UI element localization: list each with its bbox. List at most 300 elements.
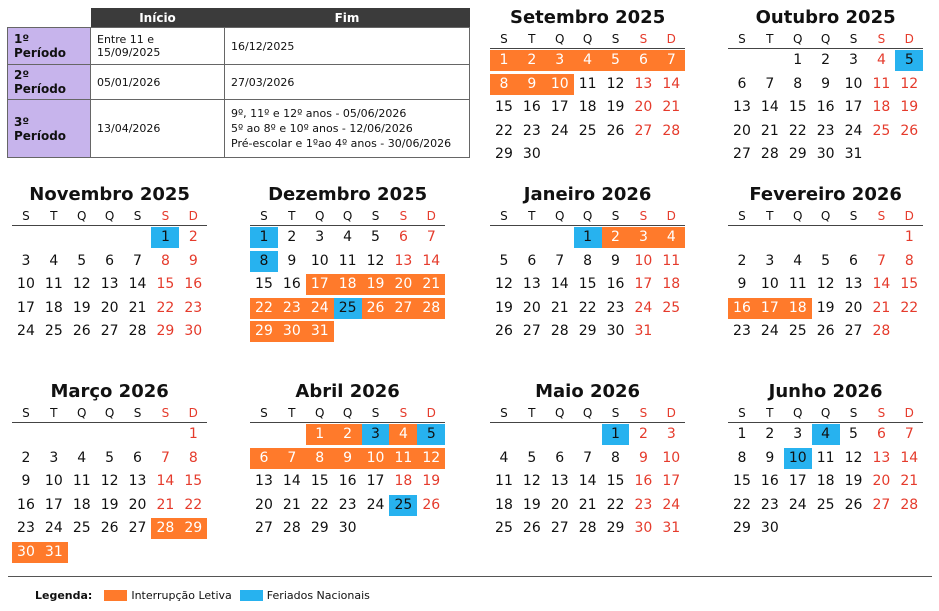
weekday-label: Q xyxy=(315,406,325,420)
day-cell: 21 xyxy=(156,496,175,513)
weekday-label: S xyxy=(133,406,142,420)
weekday-label: S xyxy=(877,406,886,420)
day-cell: 3 xyxy=(49,449,59,466)
day-cell: 7 xyxy=(426,229,436,245)
weekday-header xyxy=(250,207,445,226)
weekday-label: T xyxy=(766,209,774,223)
day-cell: 16 xyxy=(17,496,35,513)
weekday-label: D xyxy=(904,406,914,420)
day-cell: 12 xyxy=(366,252,385,269)
day-cell: 3 xyxy=(793,426,803,442)
day-cell: 10 xyxy=(546,74,574,95)
empty-day-cell xyxy=(756,50,784,71)
day-cell: 11 xyxy=(816,449,835,466)
day-cell: 15 xyxy=(788,99,807,115)
day-cell: 29 xyxy=(250,321,278,342)
periods-table xyxy=(7,8,470,158)
day-cell: 11 xyxy=(662,252,681,269)
day-cell: 5 xyxy=(821,252,831,269)
day-cell: 4 xyxy=(343,229,353,245)
day-cell: 16 xyxy=(184,276,203,292)
weekday-label: S xyxy=(611,32,620,46)
empty-day-cell xyxy=(389,321,417,342)
day-cell: 25 xyxy=(872,122,891,139)
day-cell: 17 xyxy=(756,298,784,319)
day-cell: 9 xyxy=(765,449,775,466)
week-row xyxy=(12,494,207,518)
week-row xyxy=(728,49,923,73)
day-cell: 31 xyxy=(40,542,68,563)
day-cell: 23 xyxy=(522,122,541,139)
weekday-label: D xyxy=(904,32,914,46)
weekday-label: S xyxy=(399,209,408,223)
day-cell: 8 xyxy=(188,449,198,466)
day-cell: 23 xyxy=(760,496,779,513)
empty-day-cell xyxy=(278,424,306,445)
weekday-label: D xyxy=(904,209,914,223)
legend xyxy=(35,589,378,602)
weekday-label: S xyxy=(639,209,648,223)
day-cell: 26 xyxy=(522,520,541,536)
day-cell: 8 xyxy=(904,252,914,269)
day-cell: 20 xyxy=(255,496,273,513)
day-cell: 13 xyxy=(634,75,653,92)
weekday-label: S xyxy=(738,32,746,46)
day-cell: 20 xyxy=(844,299,863,316)
day-cell: 2 xyxy=(21,449,31,466)
day-cell: 31 xyxy=(634,323,653,339)
day-cell: 3 xyxy=(765,252,775,269)
empty-day-cell xyxy=(602,144,630,165)
empty-day-cell xyxy=(490,424,518,445)
day-cell: 19 xyxy=(100,496,119,513)
day-cell: 30 xyxy=(760,520,779,536)
week-row xyxy=(728,120,923,144)
day-cell: 21 xyxy=(900,473,919,489)
weekday-label: S xyxy=(260,209,268,223)
empty-day-cell xyxy=(68,227,96,248)
empty-day-cell xyxy=(518,227,546,248)
empty-day-cell xyxy=(812,227,840,248)
day-cell: 15 xyxy=(184,473,203,489)
week-row xyxy=(490,494,685,518)
day-cell: 20 xyxy=(100,299,119,316)
day-cell: 23 xyxy=(338,496,357,513)
day-cell: 19 xyxy=(422,473,441,489)
month-title: Fevereiro 2026 xyxy=(749,184,902,205)
weekday-label: S xyxy=(611,406,620,420)
day-cell: 12 xyxy=(606,75,625,92)
day-cell: 18 xyxy=(394,473,413,489)
weekday-label: Q xyxy=(820,406,831,420)
day-cell: 7 xyxy=(583,449,593,466)
period-name: 1º Período xyxy=(8,28,91,65)
weekday-label: S xyxy=(133,209,142,223)
weekday-label: Q xyxy=(582,406,593,420)
empty-day-cell xyxy=(867,144,895,165)
day-cell: 10 xyxy=(844,75,863,92)
day-cell: 21 xyxy=(550,299,569,316)
day-cell: 16 xyxy=(338,473,357,489)
day-cell: 5 xyxy=(105,449,115,466)
week-row xyxy=(490,470,685,494)
day-cell: 16 xyxy=(282,276,301,292)
day-cell: 12 xyxy=(900,75,919,92)
day-cell: 12 xyxy=(816,276,835,292)
day-cell: 6 xyxy=(876,426,886,442)
empty-day-cell xyxy=(96,424,124,445)
month-outubro-2025 xyxy=(728,6,923,167)
weekday-label: S xyxy=(738,406,746,420)
week-row xyxy=(250,423,445,447)
empty-day-cell xyxy=(657,321,685,342)
day-cell: 25 xyxy=(578,122,597,139)
day-cell: 24 xyxy=(634,299,653,316)
day-cell: 9 xyxy=(334,448,362,469)
day-cell: 6 xyxy=(849,252,858,269)
weekday-label: S xyxy=(849,406,858,420)
week-row xyxy=(728,250,923,274)
day-cell: 13 xyxy=(394,252,413,269)
empty-day-cell xyxy=(124,227,152,248)
empty-day-cell xyxy=(812,518,840,539)
day-cell: 26 xyxy=(816,323,835,339)
day-cell: 10 xyxy=(634,252,653,269)
day-cell: 30 xyxy=(12,542,40,563)
week-row xyxy=(490,447,685,471)
weekday-label: S xyxy=(371,209,380,223)
day-cell: 10 xyxy=(760,276,779,292)
day-cell: 25 xyxy=(788,323,807,339)
month-title: Novembro 2025 xyxy=(29,184,190,205)
day-cell: 19 xyxy=(522,496,541,513)
day-cell: 7 xyxy=(555,252,565,269)
week-row xyxy=(728,447,923,471)
day-cell: 14 xyxy=(662,75,681,92)
day-cell: 14 xyxy=(422,252,441,269)
day-cell: 9 xyxy=(737,276,747,292)
week-row xyxy=(490,250,685,274)
day-cell: 12 xyxy=(417,448,445,469)
day-cell: 12 xyxy=(522,473,541,489)
week-row xyxy=(12,517,207,541)
empty-day-cell xyxy=(546,424,574,445)
empty-day-cell xyxy=(840,227,868,248)
day-cell: 1 xyxy=(490,50,518,71)
week-row xyxy=(728,494,923,518)
day-cell: 27 xyxy=(100,323,119,339)
day-cell: 29 xyxy=(156,323,175,339)
day-cell: 17 xyxy=(844,99,863,115)
day-cell: 24 xyxy=(760,323,779,339)
weekday-label: Q xyxy=(342,209,353,223)
legend-divider xyxy=(8,576,932,577)
day-cell: 19 xyxy=(362,274,390,295)
month-novembro-2025 xyxy=(12,183,207,344)
day-cell: 22 xyxy=(156,299,175,316)
empty-day-cell xyxy=(179,542,207,563)
day-cell: 21 xyxy=(417,274,445,295)
month-fevereiro-2026 xyxy=(728,183,923,344)
day-cell: 17 xyxy=(662,473,681,489)
empty-day-cell xyxy=(334,321,362,342)
weekday-label: S xyxy=(877,209,886,223)
weekday-label: Q xyxy=(820,209,831,223)
weekday-label: S xyxy=(500,406,508,420)
day-cell: 19 xyxy=(495,299,513,316)
day-cell: 17 xyxy=(366,473,385,489)
empty-day-cell xyxy=(151,424,179,445)
weekday-label: T xyxy=(766,32,774,46)
day-cell: 18 xyxy=(784,298,812,319)
week-row xyxy=(728,320,923,344)
day-cell: 25 xyxy=(495,520,513,536)
weekday-header xyxy=(490,404,685,423)
week-row xyxy=(250,226,445,250)
weekday-label: T xyxy=(288,209,296,223)
month-setembro-2025 xyxy=(490,6,685,167)
day-cell: 12 xyxy=(495,276,513,292)
day-cell: 31 xyxy=(662,520,681,536)
day-cell: 5 xyxy=(895,50,923,71)
day-cell: 24 xyxy=(306,298,334,319)
day-cell: 11 xyxy=(338,252,357,269)
day-cell: 8 xyxy=(793,75,803,92)
day-cell: 17 xyxy=(17,299,35,316)
weekday-label: Q xyxy=(793,406,803,420)
week-row xyxy=(490,273,685,297)
week-row xyxy=(728,143,923,167)
day-cell: 8 xyxy=(583,252,593,269)
day-cell: 13 xyxy=(128,473,147,489)
day-cell: 2 xyxy=(638,426,648,442)
day-cell: 23 xyxy=(278,298,306,319)
week-row xyxy=(490,143,685,167)
week-row xyxy=(250,273,445,297)
weekday-label: T xyxy=(766,406,774,420)
empty-day-cell xyxy=(68,424,96,445)
header-inicio: Início xyxy=(91,8,225,28)
day-cell: 6 xyxy=(250,448,278,469)
day-cell: 28 xyxy=(417,298,445,319)
empty-day-cell xyxy=(895,144,923,165)
day-cell: 26 xyxy=(362,298,390,319)
day-cell: 5 xyxy=(371,229,380,245)
month-title: Setembro 2025 xyxy=(510,7,666,28)
day-cell: 1 xyxy=(188,426,198,442)
period-end: 16/12/2025 xyxy=(225,28,470,65)
week-row xyxy=(728,423,923,447)
weekday-header xyxy=(12,404,207,423)
day-cell: 30 xyxy=(606,323,625,339)
empty-day-cell xyxy=(629,144,657,165)
empty-day-cell xyxy=(362,321,390,342)
day-cell: 7 xyxy=(904,426,914,442)
day-cell: 15 xyxy=(495,99,513,115)
period-start: 13/04/2026 xyxy=(91,100,225,158)
day-cell: 7 xyxy=(876,252,886,269)
week-row xyxy=(12,250,207,274)
day-cell: 11 xyxy=(872,75,891,92)
day-cell: 26 xyxy=(900,122,919,139)
day-cell: 30 xyxy=(184,323,203,339)
weekday-label: S xyxy=(877,32,886,46)
week-row xyxy=(490,517,685,541)
day-cell: 3 xyxy=(666,426,676,442)
day-cell: 10 xyxy=(44,473,63,489)
period-end-line: Pré-escolar e 1ºao 4º anos - 30/06/2026 xyxy=(231,137,452,150)
day-cell: 10 xyxy=(784,448,812,469)
week-row xyxy=(728,273,923,297)
day-cell: 23 xyxy=(634,496,653,513)
month-title: Outubro 2025 xyxy=(755,7,896,28)
day-cell: 17 xyxy=(634,276,653,292)
day-cell: 20 xyxy=(550,496,569,513)
week-row xyxy=(12,423,207,447)
weekday-header xyxy=(250,404,445,423)
day-cell: 22 xyxy=(578,299,597,316)
day-cell: 15 xyxy=(156,276,175,292)
weekday-label: Q xyxy=(555,406,565,420)
day-cell: 5 xyxy=(499,252,509,269)
week-row xyxy=(728,297,923,321)
day-cell: 30 xyxy=(278,321,306,342)
day-cell: 17 xyxy=(550,99,569,115)
week-row xyxy=(490,423,685,447)
weekday-label: S xyxy=(611,209,620,223)
day-cell: 20 xyxy=(634,99,653,115)
weekday-label: Q xyxy=(342,406,353,420)
day-cell: 3 xyxy=(546,50,574,71)
day-cell: 11 xyxy=(495,473,513,489)
day-cell: 5 xyxy=(527,449,537,466)
empty-day-cell xyxy=(784,518,812,539)
weekday-label: D xyxy=(188,406,198,420)
day-cell: 16 xyxy=(816,99,835,115)
month-dezembro-2025 xyxy=(250,183,445,344)
day-cell: 30 xyxy=(816,146,835,162)
day-cell: 19 xyxy=(72,299,91,316)
weekday-label: T xyxy=(50,209,58,223)
weekday-label: T xyxy=(528,406,536,420)
day-cell: 2 xyxy=(737,252,747,269)
day-cell: 14 xyxy=(128,276,147,292)
week-row xyxy=(728,226,923,250)
legend-item-interruption xyxy=(104,589,231,602)
day-cell: 15 xyxy=(310,473,329,489)
day-cell: 1 xyxy=(904,229,914,245)
legend-item-label: Interrupção Letiva xyxy=(131,589,232,602)
day-cell: 14 xyxy=(282,473,301,489)
period-row-1 xyxy=(8,28,470,65)
empty-day-cell xyxy=(362,518,390,539)
weekday-label: T xyxy=(528,32,536,46)
day-cell: 16 xyxy=(760,473,779,489)
day-cell: 24 xyxy=(662,496,681,513)
week-row xyxy=(12,541,207,565)
period-end-line: 9º, 11º e 12º anos - 05/06/2026 xyxy=(231,107,407,120)
day-cell: 23 xyxy=(733,323,751,339)
weekday-label: Q xyxy=(582,32,593,46)
day-cell: 4 xyxy=(77,449,87,466)
periods-header-row xyxy=(8,8,470,28)
day-cell: 22 xyxy=(495,122,513,139)
weekday-label: S xyxy=(22,209,30,223)
day-cell: 30 xyxy=(522,146,541,162)
weekday-label: S xyxy=(22,406,30,420)
period-row-3 xyxy=(8,100,470,158)
day-cell: 9 xyxy=(638,449,648,466)
day-cell: 4 xyxy=(389,424,417,445)
week-row xyxy=(12,447,207,471)
weekday-header xyxy=(728,30,923,49)
day-cell: 2 xyxy=(821,52,831,68)
empty-day-cell xyxy=(12,227,40,248)
weekday-label: S xyxy=(260,406,268,420)
week-row xyxy=(250,447,445,471)
empty-day-cell xyxy=(124,542,152,563)
day-cell: 13 xyxy=(733,99,751,115)
day-cell: 10 xyxy=(310,252,329,269)
day-cell: 18 xyxy=(872,99,891,115)
weekday-label: T xyxy=(288,406,296,420)
day-cell: 23 xyxy=(816,122,835,139)
empty-day-cell xyxy=(518,424,546,445)
weekday-label: Q xyxy=(820,32,831,46)
empty-day-cell xyxy=(728,227,756,248)
month-title: Março 2026 xyxy=(50,381,169,402)
day-cell: 8 xyxy=(250,251,278,272)
day-cell: 27 xyxy=(522,323,541,339)
weekday-label: D xyxy=(666,406,676,420)
day-cell: 4 xyxy=(49,252,59,269)
day-cell: 8 xyxy=(306,448,334,469)
weekday-header xyxy=(728,207,923,226)
day-cell: 7 xyxy=(133,252,142,269)
day-cell: 23 xyxy=(606,299,625,316)
empty-day-cell xyxy=(867,518,895,539)
day-cell: 18 xyxy=(495,496,513,513)
day-cell: 22 xyxy=(900,299,919,316)
week-row xyxy=(490,226,685,250)
empty-day-cell xyxy=(728,50,756,71)
day-cell: 7 xyxy=(278,448,306,469)
day-cell: 1 xyxy=(602,424,630,445)
day-cell: 29 xyxy=(310,520,329,536)
day-cell: 20 xyxy=(389,274,417,295)
weekday-label: S xyxy=(639,32,648,46)
day-cell: 11 xyxy=(389,448,417,469)
week-row xyxy=(728,73,923,97)
week-row xyxy=(250,470,445,494)
day-cell: 14 xyxy=(760,99,779,115)
weekday-label: S xyxy=(738,209,746,223)
day-cell: 9 xyxy=(21,473,31,489)
empty-day-cell xyxy=(574,424,602,445)
day-cell: 14 xyxy=(872,276,891,292)
day-cell: 6 xyxy=(555,449,565,466)
day-cell: 23 xyxy=(17,520,35,536)
day-cell: 27 xyxy=(634,122,653,139)
day-cell: 1 xyxy=(737,426,747,442)
day-cell: 25 xyxy=(389,495,417,516)
weekday-label: Q xyxy=(104,406,115,420)
day-cell: 16 xyxy=(634,473,653,489)
legend-item-national-holidays xyxy=(240,589,370,602)
day-cell: 30 xyxy=(634,520,653,536)
day-cell: 8 xyxy=(611,449,620,466)
day-cell: 22 xyxy=(733,496,751,513)
